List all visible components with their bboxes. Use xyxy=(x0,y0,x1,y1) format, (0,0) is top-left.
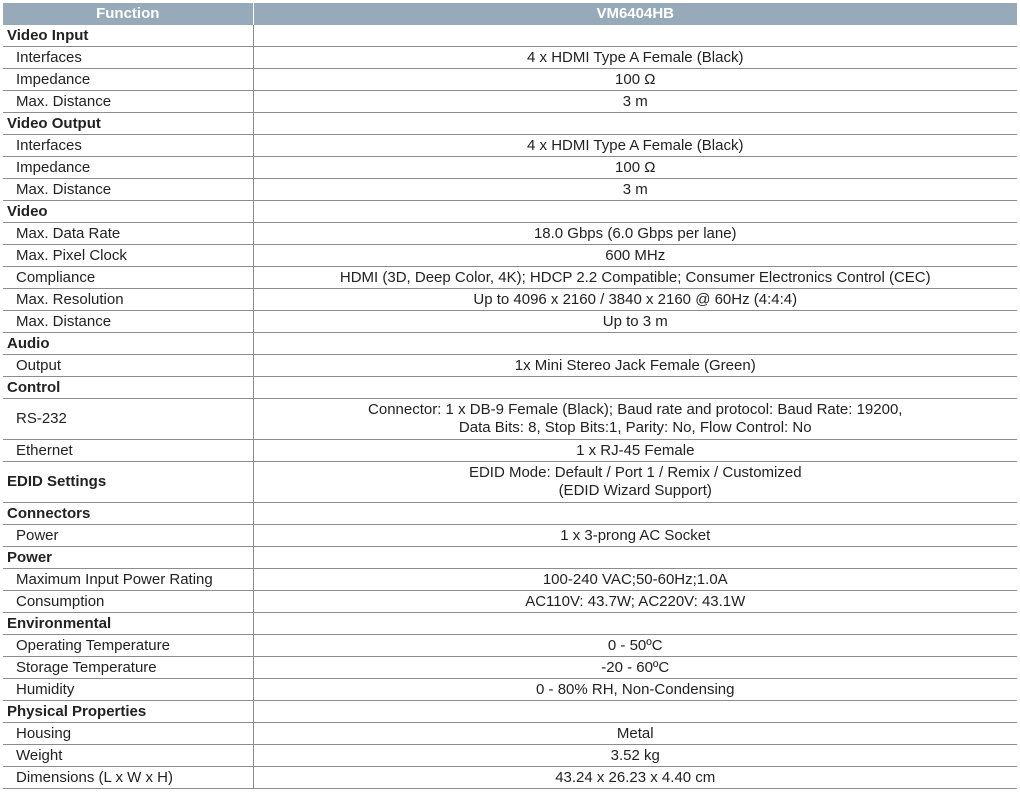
spec-label: Max. Distance xyxy=(3,311,253,333)
spec-row xyxy=(3,635,1017,657)
section-label: Control xyxy=(3,377,253,399)
section-label: Video Output xyxy=(3,113,253,135)
section-connectors xyxy=(3,503,1017,525)
spec-row xyxy=(3,223,1017,245)
spec-value: 600 MHz xyxy=(605,246,666,264)
spec-value: 18.0 Gbps (6.0 Gbps per lane) xyxy=(533,224,737,242)
spec-label: Ethernet xyxy=(3,440,253,462)
spec-value: 100 Ω xyxy=(615,70,656,88)
spec-label: Max. Data Rate xyxy=(3,223,253,245)
section-label: Video xyxy=(3,201,253,223)
spec-label: Max. Pixel Clock xyxy=(3,245,253,267)
spec-value: 0 - 50ºC xyxy=(607,636,663,654)
header-model: VM6404HB xyxy=(253,3,1017,25)
spec-label: Operating Temperature xyxy=(3,635,253,657)
spec-row xyxy=(3,723,1017,745)
spec-label: Weight xyxy=(3,745,253,767)
spec-label: Interfaces xyxy=(3,47,253,69)
spec-row xyxy=(3,245,1017,267)
spec-value: Up to 4096 x 2160 / 3840 x 2160 @ 60Hz (4:4:4) xyxy=(473,290,798,308)
spec-value: Up to 3 m xyxy=(602,312,668,330)
section-label: Connectors xyxy=(3,503,253,525)
spec-value xyxy=(253,462,1017,503)
section-video-input xyxy=(3,25,1017,47)
spec-label: Storage Temperature xyxy=(3,657,253,679)
spec-row xyxy=(3,440,1017,462)
spec-row xyxy=(3,591,1017,613)
spec-row xyxy=(3,657,1017,679)
section-label: Video Input xyxy=(3,25,253,47)
spec-value: AC110V: 43.7W; AC220V: 43.1W xyxy=(525,592,746,610)
spec-row xyxy=(3,679,1017,701)
spec-label: Max. Resolution xyxy=(3,289,253,311)
spec-value xyxy=(253,399,1017,440)
section-environmental xyxy=(3,613,1017,635)
section-power xyxy=(3,547,1017,569)
section-label: Audio xyxy=(3,333,253,355)
section-video-output xyxy=(3,113,1017,135)
section-label: Power xyxy=(3,547,253,569)
spec-label: Housing xyxy=(3,723,253,745)
spec-label: Compliance xyxy=(3,267,253,289)
section-physical-properties xyxy=(3,701,1017,723)
spec-row xyxy=(3,355,1017,377)
spec-label: Power xyxy=(3,525,253,547)
spec-value: 3.52 kg xyxy=(610,746,660,764)
header-function: Function xyxy=(3,3,253,25)
spec-row xyxy=(3,311,1017,333)
section-control xyxy=(3,377,1017,399)
spec-value: 100-240 VAC;50-60Hz;1.0A xyxy=(542,570,728,588)
spec-value: 0 - 80% RH, Non-Condensing xyxy=(536,680,735,698)
spec-value: Metal xyxy=(616,724,654,742)
spec-label: Impedance xyxy=(3,69,253,91)
spec-value: 1x Mini Stereo Jack Female (Green) xyxy=(514,356,756,374)
spec-row xyxy=(3,135,1017,157)
spec-label: Max. Distance xyxy=(3,179,253,201)
spec-value: 100 Ω xyxy=(615,158,656,176)
spec-value: 43.24 x 26.23 x 4.40 cm xyxy=(555,768,716,786)
spec-value: 1 x RJ-45 Female xyxy=(576,441,695,459)
spec-label: Maximum Input Power Rating xyxy=(3,569,253,591)
spec-value: 3 m xyxy=(622,92,648,110)
spec-label: Interfaces xyxy=(3,135,253,157)
spec-row xyxy=(3,569,1017,591)
spec-value: 1 x 3-prong AC Socket xyxy=(560,526,711,544)
spec-value: 4 x HDMI Type A Female (Black) xyxy=(527,136,744,154)
spec-row xyxy=(3,69,1017,91)
spec-row xyxy=(3,399,1017,440)
spec-row xyxy=(3,745,1017,767)
spec-label: Consumption xyxy=(3,591,253,613)
spec-row xyxy=(3,157,1017,179)
spec-row xyxy=(3,267,1017,289)
spec-row xyxy=(3,91,1017,113)
spec-row xyxy=(3,289,1017,311)
spec-value: 4 x HDMI Type A Female (Black) xyxy=(527,48,744,66)
spec-value-line: Data Bits: 8, Stop Bits:1, Parity: No, Flow Control: No xyxy=(458,419,812,436)
spec-row xyxy=(3,525,1017,547)
spec-row xyxy=(3,179,1017,201)
header-row xyxy=(3,3,1017,25)
spec-label: Dimensions (L x W x H) xyxy=(3,767,253,789)
section-label: Environmental xyxy=(3,613,253,635)
spec-label: Humidity xyxy=(3,679,253,701)
spec-row xyxy=(3,47,1017,69)
spec-label: Max. Distance xyxy=(3,91,253,113)
spec-value-line: (EDID Wizard Support) xyxy=(558,482,712,499)
spec-value-line: Connector: 1 x DB-9 Female (Black); Baud rate and protocol: Baud Rate: 19200, xyxy=(368,401,903,418)
spec-value: -20 - 60ºC xyxy=(601,658,670,676)
spec-value-line: EDID Mode: Default / Port 1 / Remix / Customized xyxy=(468,464,802,481)
spec-value: HDMI (3D, Deep Color, 4K); HDCP 2.2 Compatible; Consumer Electronics Control (CEC) xyxy=(339,268,931,286)
spec-table xyxy=(3,3,1017,789)
section-video xyxy=(3,201,1017,223)
section-edid-settings xyxy=(3,462,1017,503)
section-label: Physical Properties xyxy=(3,701,253,723)
section-label: EDID Settings xyxy=(3,462,253,503)
spec-value: 3 m xyxy=(622,180,648,198)
spec-label: RS-232 xyxy=(3,399,253,440)
spec-label: Impedance xyxy=(3,157,253,179)
spec-label: Output xyxy=(3,355,253,377)
spec-row xyxy=(3,767,1017,789)
section-audio xyxy=(3,333,1017,355)
